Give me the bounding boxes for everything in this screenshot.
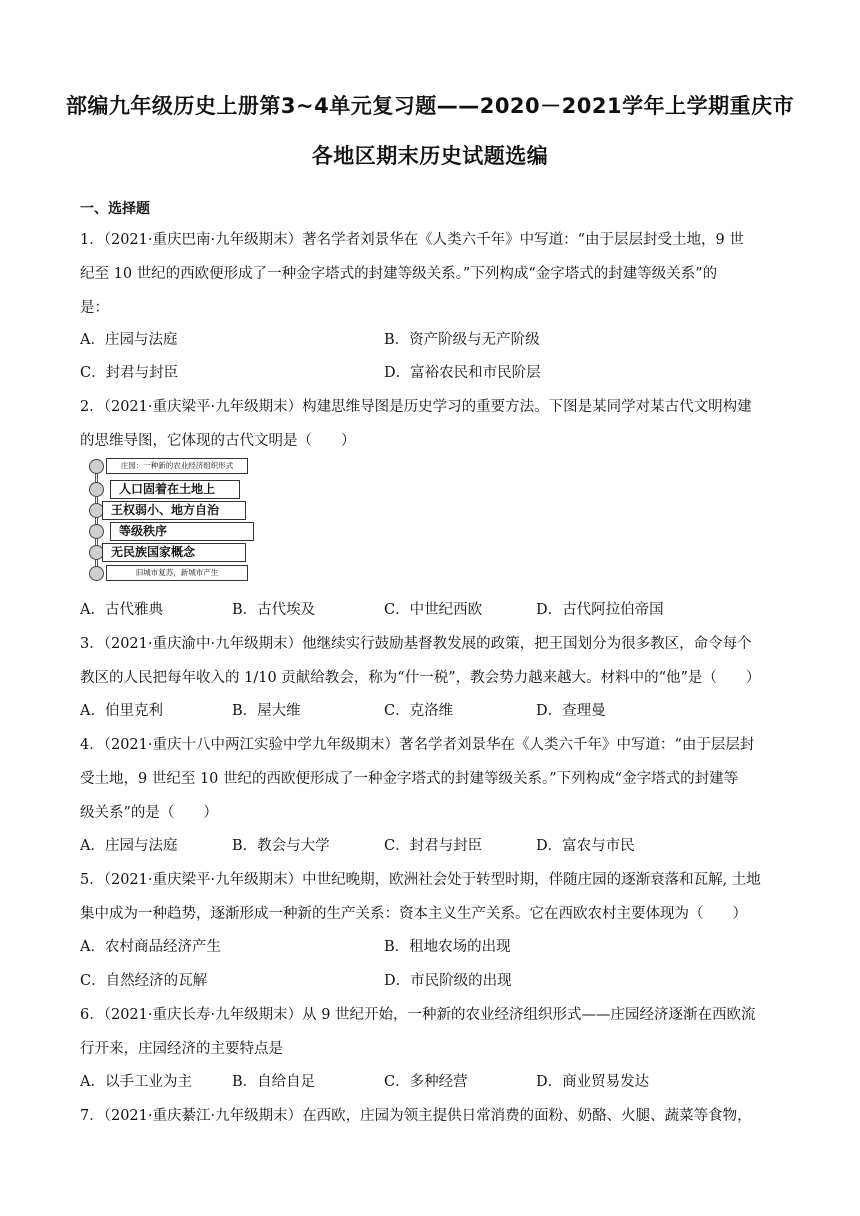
question-2-option-d: D．古代阿拉伯帝国 — [536, 602, 664, 618]
question-1-text: 纪至 10 世纪的西欧便形成了一种金字塔式的封建等级关系。”下列构成“金字塔式的封建等级关系”的 — [80, 266, 718, 282]
question-3-option-c: C．克洛维 — [384, 703, 454, 719]
question-1-option-b: B．资产阶级与无产阶级 — [384, 332, 540, 348]
question-4-text: 4．（2021·重庆十八中两江实验中学九年级期末）著名学者刘景华在《人类六千年》中写道：“由于层层封 — [80, 737, 755, 753]
question-1-text: 是： — [80, 300, 109, 316]
question-2-option-c: C．中世纪西欧 — [384, 602, 483, 618]
question-2-option-a: A．古代雅典 — [80, 602, 163, 618]
section-heading: 一、选择题 — [80, 201, 150, 217]
question-2-text: 的思维导图，它体现的古代文明是（ ） — [80, 433, 356, 449]
question-1-option-a: A．庄园与法庭 — [80, 332, 178, 348]
question-1-option-c: C．封君与封臣 — [80, 365, 179, 381]
question-6-option-b: B．自给自足 — [232, 1074, 316, 1090]
question-2-option-b: B．古代埃及 — [232, 602, 316, 618]
question-6-text: 6．（2021·重庆长寿·九年级期末）从 9 世纪开始，一种新的农业经济组织形式——庄园经济逐渐在西欧流 — [80, 1007, 756, 1023]
question-7-text: 7．（2021·重庆綦江·九年级期末）在西欧，庄园为领主提供日常消费的面粉、奶酪、火腿、蔬菜等食物， — [80, 1108, 752, 1124]
question-5-text: 5．（2021·重庆梁平·九年级期末）中世纪晚期，欧洲社会处于转型时期，伴随庄园的逐渐衰落和瓦解, 土地 — [80, 872, 761, 888]
question-6-text: 行开来，庄园经济的主要特点是 — [80, 1041, 283, 1057]
bead-icon — [89, 566, 104, 581]
mind-map-bottom-box: 旧城市复苏，新城市产生 — [106, 565, 248, 581]
mind-map-diagram — [88, 458, 250, 582]
question-4-option-a: A．庄园与法庭 — [80, 838, 178, 854]
mind-map-item: 等级秩序 — [110, 522, 254, 541]
bead-icon — [89, 459, 104, 474]
question-3-option-a: A．伯里克利 — [80, 703, 163, 719]
question-4-text: 受土地，9 世纪至 10 世纪的西欧便形成了一种金字塔式的封建等级关系。”下列构成“金字塔式的封建等 — [80, 771, 739, 787]
question-6-option-d: D．商业贸易发达 — [536, 1074, 650, 1090]
mind-map-top-box: 庄园：一种新的农业经济组织形式 — [106, 458, 248, 474]
question-4-option-d: D．富农与市民 — [536, 838, 635, 854]
question-3-text: 3．（2021·重庆渝中·九年级期末）他继续实行鼓励基督教发展的政策，把王国划分为很多教区，命令每个 — [80, 636, 752, 652]
question-6-option-c: C．多种经营 — [384, 1074, 468, 1090]
mind-map-item: 人口固着在土地上 — [110, 480, 240, 499]
question-4-text: 级关系”的是（ ） — [80, 805, 218, 821]
mind-map-item: 王权弱小、地方自治 — [102, 501, 246, 520]
question-5-option-d: D．市民阶级的出现 — [384, 973, 512, 989]
mind-map-item: 无民族国家概念 — [102, 543, 246, 562]
bead-icon — [89, 482, 104, 497]
question-1-option-d: D．富裕农民和市民阶层 — [384, 365, 541, 381]
question-2-text: 2．（2021·重庆梁平·九年级期末）构建思维导图是历史学习的重要方法。下图是某同学对某古代文明构建 — [80, 399, 752, 415]
question-4-option-b: B．教会与大学 — [232, 838, 330, 854]
bead-icon — [89, 524, 104, 539]
question-3-text: 教区的人民把每年收入的 1/10 贡献给教会，称为“什一税”，教会势力越来越大。材料中的“他”是（ ） — [80, 670, 761, 686]
question-1-text: 1．（2021·重庆巴南·九年级期末）著名学者刘景华在《人类六千年》中写道：“由于层层封受土地，9 世 — [80, 232, 744, 248]
document-title-line-1: 部编九年级历史上册第3~4单元复习题——2020－2021学年上学期重庆市 — [65, 94, 795, 118]
question-4-option-c: C．封君与封臣 — [384, 838, 483, 854]
question-5-option-c: C．自然经济的瓦解 — [80, 973, 208, 989]
question-6-option-a: A．以手工业为主 — [80, 1074, 192, 1090]
question-5-option-b: B．租地农场的出现 — [384, 939, 511, 955]
document-title-line-2: 各地区期末历史试题选编 — [311, 144, 549, 168]
question-5-text: 集中成为一种趋势，逐渐形成一种新的生产关系：资本主义生产关系。它在西欧农村主要体现为（ ） — [80, 906, 747, 922]
question-3-option-d: D．查理曼 — [536, 703, 606, 719]
question-5-option-a: A．农村商品经济产生 — [80, 939, 221, 955]
question-3-option-b: B．屋大维 — [232, 703, 301, 719]
